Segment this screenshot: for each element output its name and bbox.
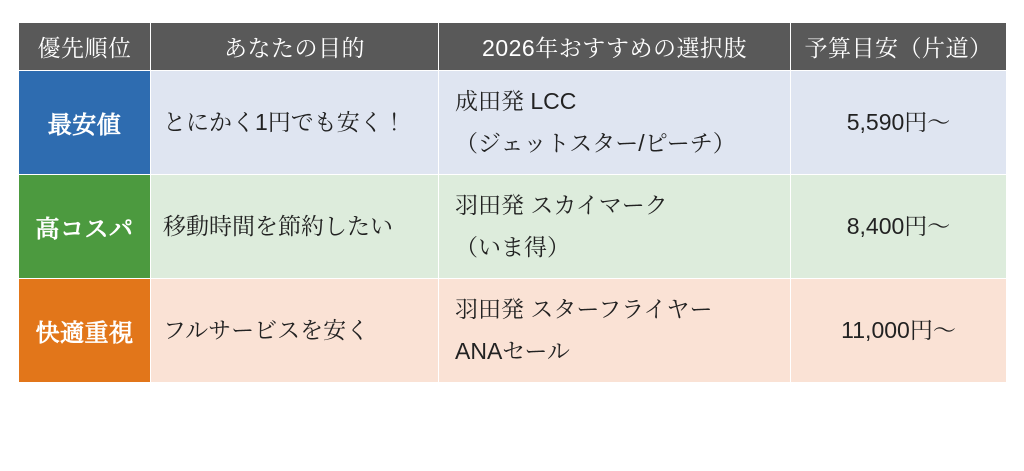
recommendation-line-1: 成田発 LCC <box>455 87 577 114</box>
column-header-priority: 優先順位 <box>19 23 151 71</box>
recommendation-cell <box>439 279 791 383</box>
table-row <box>19 71 1007 175</box>
table-row <box>19 175 1007 279</box>
rank-badge-comfort: 快適重視 <box>19 279 151 383</box>
rank-badge-value: 高コスパ <box>19 175 151 279</box>
goal-cell: 移動時間を節約したい <box>151 175 439 279</box>
budget-cell: 5,590円〜 <box>791 71 1007 175</box>
recommendation-line-1: 羽田発 スカイマーク <box>455 191 668 218</box>
table-body <box>19 71 1007 383</box>
recommendation-line-2: ANAセール <box>455 337 570 364</box>
budget-cell: 11,000円〜 <box>791 279 1007 383</box>
recommendation-line-1: 羽田発 スターフライヤー <box>455 295 713 322</box>
goal-cell: フルサービスを安く <box>151 279 439 383</box>
column-header-goal: あなたの目的 <box>151 23 439 71</box>
table-header <box>19 23 1007 71</box>
goal-cell: とにかく1円でも安く！ <box>151 71 439 175</box>
table-row <box>19 279 1007 383</box>
table-header-row <box>19 23 1007 71</box>
recommendation-cell <box>439 175 791 279</box>
column-header-budget: 予算目安（片道） <box>791 23 1007 71</box>
comparison-table <box>18 22 1007 383</box>
recommendation-line-2: （ジェットスター/ピーチ） <box>455 129 736 156</box>
column-header-recommendation: 2026年おすすめの選択肢 <box>439 23 791 71</box>
rank-badge-cheapest: 最安値 <box>19 71 151 175</box>
budget-cell: 8,400円〜 <box>791 175 1007 279</box>
recommendation-line-2: （いま得） <box>455 233 570 260</box>
recommendation-cell <box>439 71 791 175</box>
